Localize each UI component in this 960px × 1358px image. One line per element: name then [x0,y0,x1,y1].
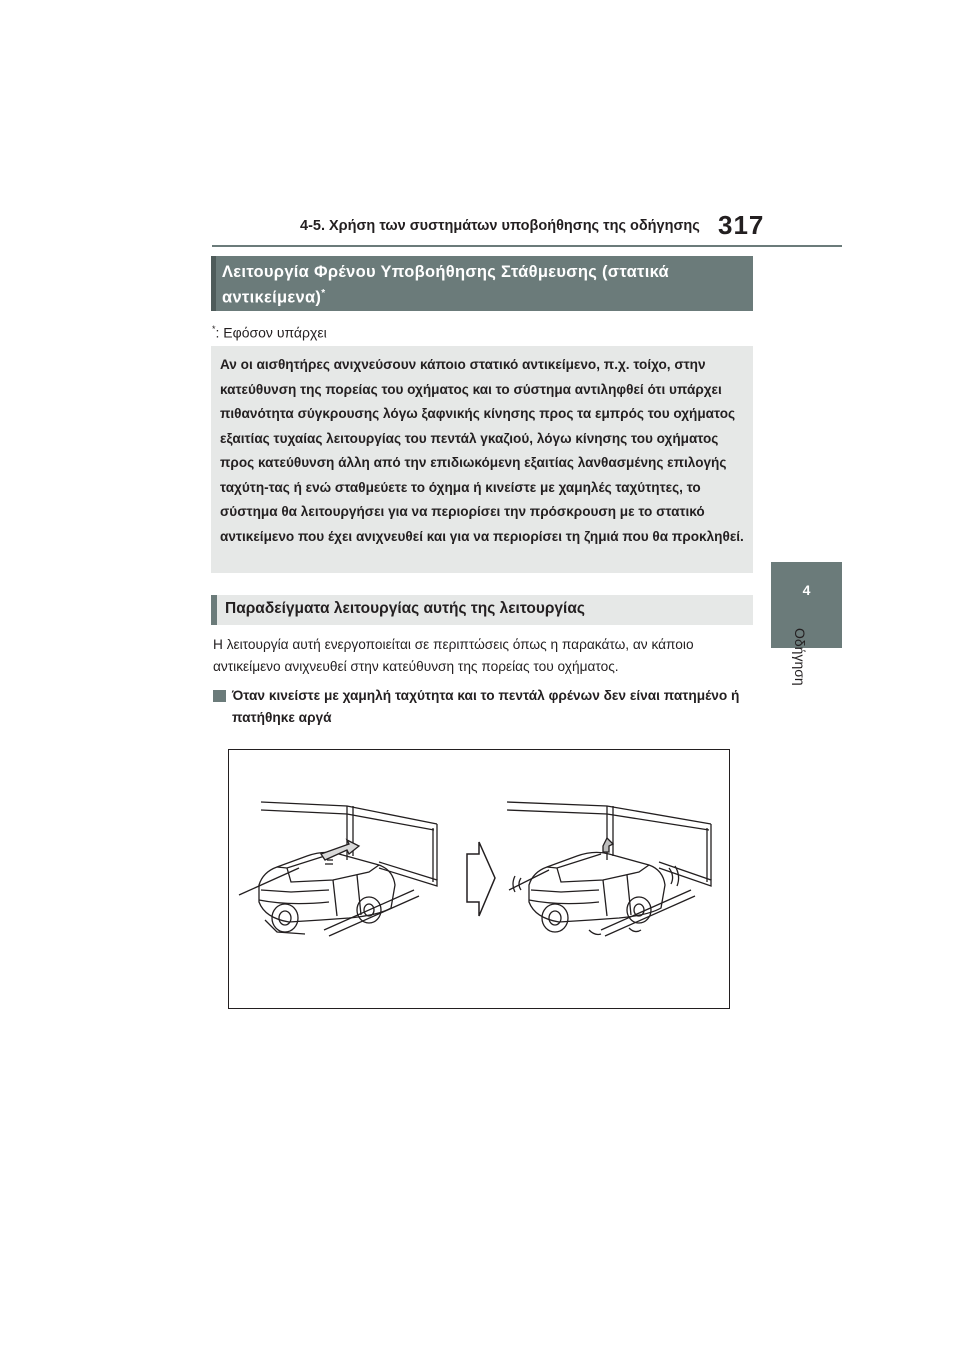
section-heading [222,262,747,309]
section-heading-accent [211,256,216,311]
page-number: 317 [718,210,765,240]
transition-arrow-icon [467,842,495,916]
footnote-text: : Εφόσον υπάρχει [215,324,327,341]
bullet-heading: Όταν κινείστε με χαμηλή ταχύτητα και το πεντάλ φρένων δεν είναι πατημένο ή πατήθηκε αργά [232,688,740,725]
header-rule [212,245,842,247]
chapter-label-text: Οδήγηση [792,628,808,686]
chapter-number: 4 [802,582,811,598]
footnote-marker: * [212,324,216,334]
running-header-title: 4-5. Χρήση των συστημάτων υποβοήθησης της οδήγησης [300,218,700,234]
section-heading-text: Λειτουργία Φρένου Υποβοήθησης Στάθμευσης (στατικά αντικείμενα) [222,263,669,307]
illustration-drawing [229,750,731,1010]
car-right [513,852,679,934]
bullet-square-icon [213,690,226,702]
stop-indicator-icon [603,838,613,852]
info-box-text: Αν οι αισθητήρες ανιχνεύσουν κάποιο στατικό αντικείμενο, π.χ. τοίχο, στην κατεύθυνση της πορείας του οχήματος και το σύστημα αντιληφθεί ότι υπάρχει πιθανότητα σύγκρουσης λόγω ξαφνικής κίνησης προς τα εμπρός του οχήματος εξαιτίας τυχαίας λειτουργίας του πεντάλ γκαζιού, λόγω κίνησης του οχήματος προς κατεύθυνση άλλη από την επιδιωκόμενη εξαιτίας λανθασμένης επιλογής ταχύτη-τας ή ενώ σταθμεύετε το όχημα ή κινείστε με χαμηλές ταχύτητες, το σύστημα θα λειτουργήσει για να περιορίσει την πρόσκρουση με το στατικό αντικείμενο που έχει ανιχνευθεί και για να περιορίσει τη ζημιά που θα προκληθεί. [220,357,744,544]
subsection-heading: Παραδείγματα λειτουργίας αυτής της λειτουργίας [225,600,585,617]
section-heading-marker: * [321,288,326,299]
subsection-heading-accent [211,595,217,625]
footnote [212,324,327,341]
body-paragraph: Η λειτουργία αυτή ενεργοποιείται σε περιπτώσεις όπως η παρακάτω, αν κάποιο αντικείμενο ανιχνευθεί στην κατεύθυνση της πορείας του οχήματος. [213,637,694,674]
chapter-label [792,628,822,708]
parking-illustration [228,749,730,1009]
